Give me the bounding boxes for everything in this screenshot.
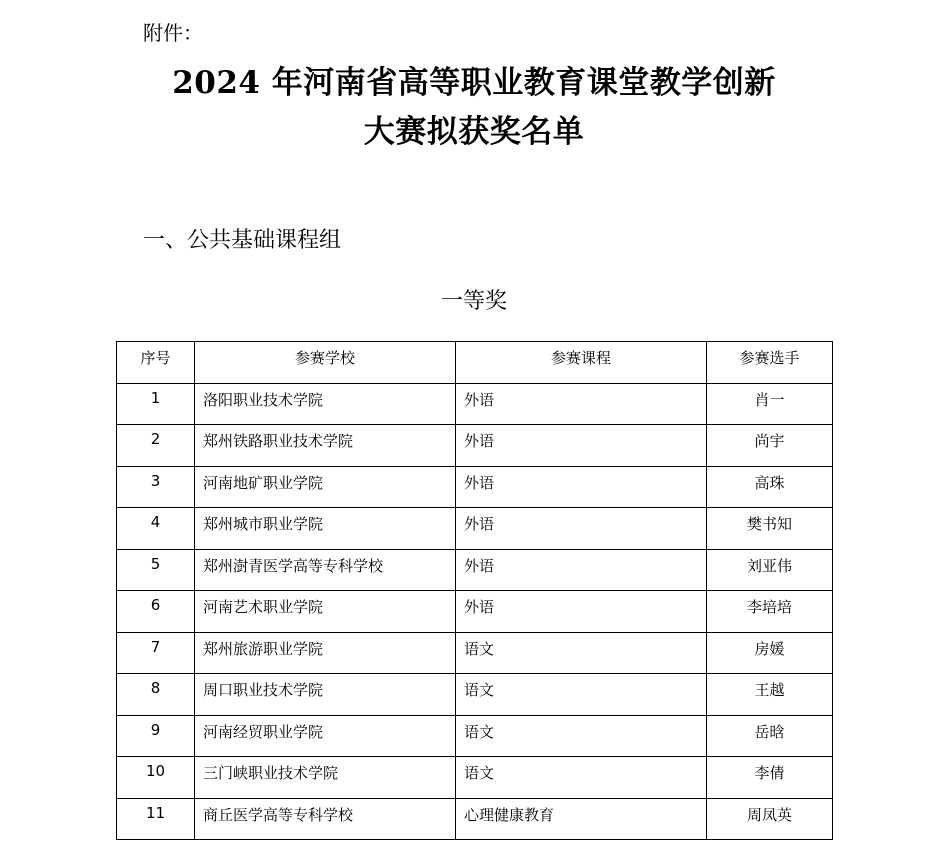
cell-contestant: 樊书知 [707,508,833,550]
award-level-heading: 一等奖 [440,289,507,314]
table-row [117,798,833,840]
table-row [117,632,833,674]
cell-contestant: 刘亚伟 [707,549,833,591]
table-row [117,591,833,633]
cell-school: 河南经贸职业学院 [195,715,456,757]
cell-course: 语文 [456,632,707,674]
cell-school: 河南艺术职业学院 [195,591,456,633]
table-row [117,425,833,467]
document-title-line-1: 2024 年河南省高等职业教育课堂教学创新 [172,65,776,101]
cell-course: 语文 [456,674,707,716]
cell-contestant: 尚宇 [707,425,833,467]
cell-course: 外语 [456,466,707,508]
cell-course: 语文 [456,757,707,799]
cell-course: 外语 [456,383,707,425]
cell-school: 郑州旅游职业学院 [195,632,456,674]
cell-school: 郑州铁路职业技术学院 [195,425,456,467]
cell-contestant: 高珠 [707,466,833,508]
cell-school: 商丘医学高等专科学校 [195,798,456,840]
cell-course: 外语 [456,508,707,550]
cell-number: 4 [117,508,195,550]
cell-number: 11 [117,798,195,840]
cell-contestant: 肖一 [707,383,833,425]
cell-number: 8 [117,674,195,716]
table-row [117,466,833,508]
cell-number: 1 [117,383,195,425]
cell-number: 6 [117,591,195,633]
cell-course: 语文 [456,715,707,757]
document-title-line-2: 大赛拟获奖名单 [363,114,585,150]
cell-number: 9 [117,715,195,757]
attachment-label: 附件： [143,21,203,45]
cell-school: 郑州城市职业学院 [195,508,456,550]
awards-table [116,341,833,840]
header-contestant: 参赛选手 [707,342,833,384]
header-number: 序号 [117,342,195,384]
table-row [117,383,833,425]
table-row [117,715,833,757]
table-row [117,508,833,550]
cell-number: 2 [117,425,195,467]
cell-course: 外语 [456,591,707,633]
cell-contestant: 房媛 [707,632,833,674]
cell-contestant: 王越 [707,674,833,716]
header-school: 参赛学校 [195,342,456,384]
cell-contestant: 李培培 [707,591,833,633]
cell-school: 河南地矿职业学院 [195,466,456,508]
cell-school: 周口职业技术学院 [195,674,456,716]
cell-school: 三门峡职业技术学院 [195,757,456,799]
header-course: 参赛课程 [456,342,707,384]
cell-contestant: 周凤英 [707,798,833,840]
cell-school: 郑州澍青医学高等专科学校 [195,549,456,591]
cell-contestant: 李倩 [707,757,833,799]
cell-number: 10 [117,757,195,799]
cell-contestant: 岳晗 [707,715,833,757]
cell-number: 7 [117,632,195,674]
cell-school: 洛阳职业技术学院 [195,383,456,425]
cell-course: 心理健康教育 [456,798,707,840]
table-row [117,674,833,716]
section-heading: 一、公共基础课程组 [143,228,342,253]
cell-course: 外语 [456,549,707,591]
cell-course: 外语 [456,425,707,467]
cell-number: 5 [117,549,195,591]
table-row [117,549,833,591]
table-header-row [117,342,833,384]
cell-number: 3 [117,466,195,508]
table-row [117,757,833,799]
